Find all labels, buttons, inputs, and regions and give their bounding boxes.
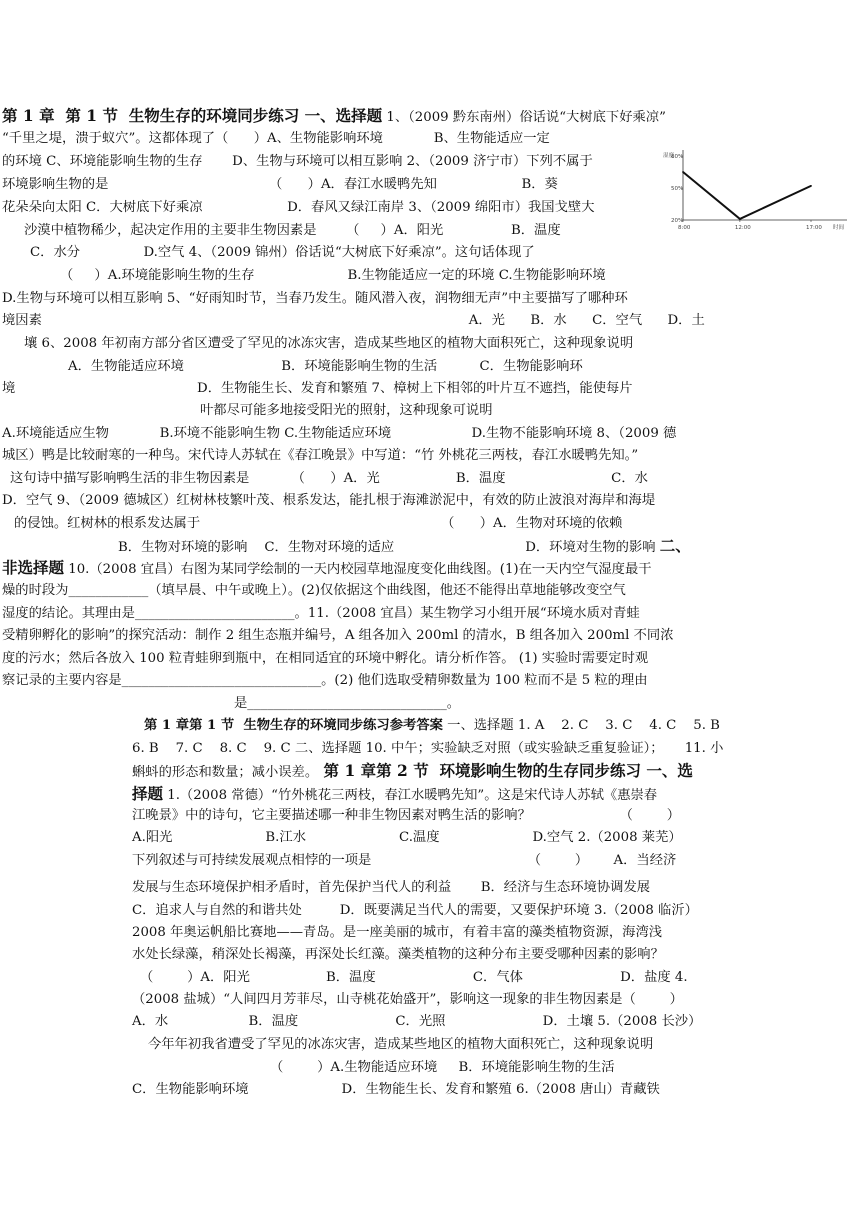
data-point	[739, 218, 741, 220]
text-line: 叶都尽可能多地接受阳光的照射，这种现象可说明	[200, 403, 493, 418]
y-axis-label: 湿度	[663, 153, 675, 159]
text-line: 江晚景》中的诗句，它主要描述哪一种非生物因素对鸭生活的影响？ （ ）	[132, 808, 681, 823]
text-line: 受精卵孵化的影响”的探究活动：制作 2 组生态瓶并编号，A 组各加入 200ml 的清水，B 组各加入 200ml 不同浓	[2, 628, 674, 643]
text-line: 的侵蚀。红树林的根系发达属于 （ ）A．生物对环境的依赖	[14, 516, 623, 531]
text-line: 是______________________________。	[234, 696, 461, 711]
text-line: 择题 1.（2008 常德）“竹外桃花三两枝，春江水暖鸭先知”。这是宋代诗人苏轼《惠崇春	[132, 784, 658, 803]
text-line: （ ）A．阳光 B．温度 C．气体 D．盐度 4.	[140, 970, 688, 985]
chart-axes	[663, 150, 847, 231]
text-line: C．生物能影响环境 D．生物能生长、发育和繁殖 6.（2008 唐山）青藏铁	[132, 1082, 660, 1097]
text-line: A.环境能适应生物 B.环境不能影响生物 C.生物能适应环境 D.生物不能影响环境 8、（2009 德	[2, 426, 677, 441]
text-line: 发展与生态环境保护相矛盾时，首先保护当代人的利益 B．经济与生态环境协调发展	[132, 880, 651, 895]
x-tick-label: 17:00	[806, 225, 822, 231]
text-line: 燥的时段为____________（填早晨、中午或晚上）。(2)仅依据这个曲线图，他还不能得出草地能够改变空气	[2, 583, 626, 598]
text-line: 今年年初我省遭受了罕见的冰冻灾害，造成某些地区的植物大面积死亡，这种现象说明	[148, 1037, 654, 1052]
text-line: 环境影响生物的是 （ ）A．春江水暖鸭先知 B．葵	[2, 177, 558, 192]
section-title: 第 1 章第 2 节 环境影响生物的生存同步练习 一、选	[318, 761, 693, 780]
humidity-chart	[661, 150, 857, 240]
section-title: 非选择题	[2, 558, 65, 577]
text-line: A.阳光 B.江水 C.温度 D.空气 2.（2008 莱芜）	[132, 830, 682, 845]
y-tick-label: 20%	[671, 218, 684, 224]
text-line: A．生物能适应环境 B．环境能影响生物的生活 C．生物能影响环	[68, 359, 583, 374]
text-line: B．生物对环境的影响 C．生物对环境的适应 D．环境对生物的影响 二、	[118, 536, 691, 555]
chart-series	[682, 171, 812, 220]
text-line: A．水 B．温度 C．光照 D．土壤 5.（2008 长沙）	[132, 1014, 702, 1029]
text-line: 城区）鸭是比较耐寒的一种鸟。宋代诗人苏轼在《春江晚景》中写道：“竹 外桃花三两枝，春江水暖鸭先知。”	[2, 448, 639, 463]
text-line: 壤 6、2008 年初南方部分省区遭受了罕见的冰冻灾害，造成某些地区的植物大面积死亡，这种现象说明	[24, 336, 634, 351]
text-line: 水处长绿藻，稍深处长褐藻，再深处长红藻。藻类植物的这种分布主要受哪种因素的影响？	[132, 947, 664, 962]
text-line: 6. B 7. C 8. C 9. C 二、选择题 10. 中午；实验缺乏对照（或实验缺乏重复验证）； 11. 小	[132, 741, 724, 756]
text-line: （ ）A.生物能适应环境 B．环境能影响生物的生活	[270, 1060, 615, 1075]
data-point	[682, 171, 684, 173]
text-line: C．水分 D.空气 4、（2009 锦州）俗话说“大树底下好乘凉”。这句话体现了	[30, 245, 535, 260]
text-line: 第 1 章第 1 节 生物生存的环境同步练习参考答案 一、选择题 1. A 2. C 3. C 4. C 5. B	[144, 718, 720, 733]
text-line: 非选择题 10.（2008 宜昌）右图为某同学绘制的一天内校园草地湿度变化曲线图。(1)在一天内空气湿度最干	[2, 558, 652, 577]
text-line: 度的污水；然后各放入 100 粒青蛙卵到瓶中，在相同适宜的环境中孵化。请分析作答。 (1) 实验时需要定时观	[2, 651, 649, 666]
text-line: 蝌蚪的形态和数量；减小误差。 第 1 章第 2 节 环境影响生物的生存同步练习 一、选	[132, 761, 693, 780]
text-line: 境 D．生物能生长、发育和繁殖 7、樟树上下相邻的叶片互不遮挡，能使每片	[2, 381, 633, 396]
text-line: 第 1 章 第 1 节 生物生存的环境同步练习 一、选择题 1、（2009 黔东南州）俗话说“大树底下好乘凉”	[2, 106, 666, 125]
text-line: 察记录的主要内容是______________________________。(2) 他们选取受精卵数量为 100 粒而不是 5 粒的理由	[2, 673, 648, 688]
text-line: 花朵朵向太阳 C．大树底下好乘凉 D．春风又绿江南岸 3、（2009 绵阳市）我国戈壁大	[2, 200, 595, 215]
answer-title: 第 1 章第 1 节 生物生存的环境同步练习参考答案	[144, 718, 443, 733]
text-line: “千里之堤，溃于蚁穴”。这都体现了（ ）A、生物能影响环境 B、生物能适应一定	[2, 131, 550, 146]
text-line: 境因素 A．光 B．水 C．空气 D．土	[2, 313, 705, 328]
text-line: 的环境 C、环境能影响生物的生存 D、生物与环境可以相互影响 2、（2009 济宁市）下列不属于	[2, 154, 593, 169]
text-line: D.生物与环境可以相互影响 5、“好雨知时节，当春乃发生。随风潜入夜，润物细无声”中主要描写了哪种环	[2, 291, 628, 306]
text-line: 2008 年奥运帆船比赛地——青岛。是一座美丽的城市，有着丰富的藻类植物资源，海湾浅	[132, 925, 663, 940]
text-line: 下列叙述与可持续发展观点相悖的一项是 （ ） A．当经济	[132, 853, 677, 868]
section-title: 第 1 章 第 1 节 生物生存的环境同步练习 一、选择题	[2, 106, 383, 125]
text-line: 湿度的结论。其理由是________________________。11.（2008 宜昌）某生物学习小组开展“环境水质对青蛙	[2, 606, 640, 621]
data-point	[810, 185, 812, 187]
humidity-line	[683, 172, 811, 219]
text-line: D．空气 9、（2009 德城区）红树林枝繁叶茂、根系发达，能扎根于海滩淤泥中，有效的防止波浪对海岸和海堤	[2, 493, 656, 508]
chart-ticks	[671, 154, 822, 231]
x-axis-label: 时间	[833, 225, 845, 231]
text-line: 这句诗中描写影响鸭生活的非生物因素是 （ ）A．光 B．温度 C．水	[10, 471, 648, 486]
text-line: C．追求人与自然的和谐共处 D．既要满足当代人的需要，又要保护环境 3.（2008 临沂）	[132, 903, 698, 918]
text-line: （2008 盐城）“人间四月芳菲尽，山寺桃花始盛开”，影响这一现象的非生物因素是（ ）	[132, 992, 683, 1007]
x-tick-label: 12:00	[734, 225, 751, 231]
y-tick-label: 80%	[671, 154, 684, 160]
y-tick-label: 50%	[671, 186, 684, 192]
text-line: （ ）A.环境能影响生物的生存 B.生物能适应一定的环境 C.生物能影响环境	[60, 268, 606, 283]
x-tick-label: 8:00	[678, 225, 691, 231]
text-line: 沙漠中植物稀少，起决定作用的主要非生物因素是 （ ）A．阳光 B．温度	[24, 223, 561, 238]
